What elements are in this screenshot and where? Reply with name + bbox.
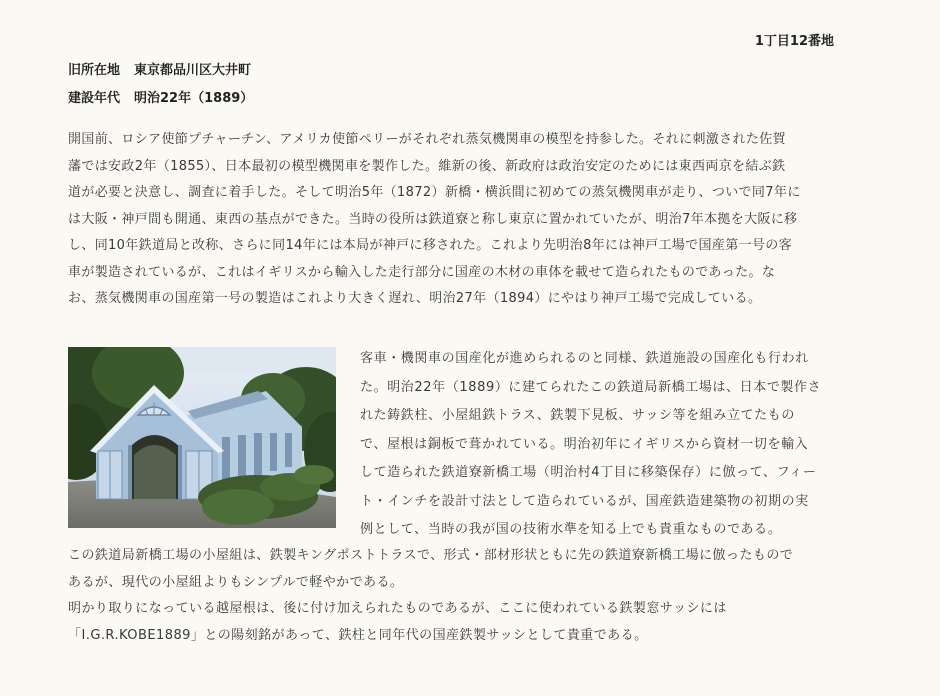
former-location-label: 旧所在地 xyxy=(68,63,121,78)
side-paragraph xyxy=(360,345,840,545)
side-line: で、屋根は銅板で葺かれている。明治初年にイギリスから資材一切を輸入 xyxy=(360,436,809,452)
construction-period xyxy=(68,87,253,106)
intro-line: 車が製造されているが、これはイギリスから輸入した走行部分に国産の木材の車体を載せて造られたものであった。な xyxy=(68,264,776,280)
outro-line: 明かり取りになっている越屋根は、後に付け加えられたものであるが、ここに使われている鉄製窓サッシには xyxy=(68,601,727,616)
intro-line: は大阪・神戸間も開通、東西の基点ができた。当時の役所は鉄道寮と称し東京に置かれていたが、明治7年本拠を大阪に移 xyxy=(68,211,798,227)
side-line: 客車・機関車の国産化が進められるのと同様、鉄道施設の国産化も行われ xyxy=(360,351,809,366)
intro-line: し、同10年鉄道局と改称、さらに同14年には本局が神戸に移された。これより先明治8年には神戸工場で国産第一号の客 xyxy=(68,238,792,253)
outro-line: あるが、現代の小屋組よりもシンプルで軽やかである。 xyxy=(68,574,404,590)
side-line: 例として、当時の我が国の技術水準を知る上でも貴重なものである。 xyxy=(360,522,782,537)
side-line: た。明治22年（1889）に建てられたこの鉄道局新橋工場は、日本で製作さ xyxy=(360,379,822,395)
intro-line: 道が必要と決意し、調査に着手した。そして明治5年（1872）新橋・横浜間に初めての蒸気機関車が走り、ついで同7年に xyxy=(68,185,801,200)
intro-line: お、蒸気機関車の国産第一号の製造はこれより大きく遅れ、明治27年（1894）にやはり神戸工場で完成している。 xyxy=(68,291,762,306)
intro-paragraph xyxy=(68,127,838,313)
factory-building-photo xyxy=(68,347,336,528)
side-line: ト・インチを設計寸法として造られているが、国産鉄造建築物の初期の実 xyxy=(360,493,809,509)
outro-line: 「I.G.R.KOBE1889」との陽刻銘があって、鉄柱と同年代の国産鉄製サッシとして貴重である。 xyxy=(68,627,648,643)
former-location-value: 東京都品川区大井町 xyxy=(134,63,252,78)
outro-paragraph xyxy=(68,543,858,649)
side-line: して造られた鉄道寮新橋工場（明治村4丁目に移築保存）に倣って、フィー xyxy=(360,465,817,480)
address-chome: 1丁目12番地 xyxy=(754,34,834,49)
intro-line: 開国前、ロシア使節プチャーチン、アメリカ使節ペリーがそれぞれ蒸気機関車の模型を持参した。それに刺激された佐賀 xyxy=(68,132,786,147)
former-location xyxy=(68,59,251,78)
intro-line: 藩では安政2年（1855）、日本最初の模型機関車を製作した。維新の後、新政府は政治安定のためには東西両京を結ぶ鉄 xyxy=(68,158,786,174)
outro-line: この鉄道局新橋工場の小屋組は、鉄製キングポストトラスで、形式・部材形状ともに先の鉄道寮新橋工場に倣ったもので xyxy=(68,548,794,563)
side-line: れた鋳鉄柱、小屋組鉄トラス、鉄製下見板、サッシ等を組み立てたもの xyxy=(360,408,795,423)
construction-period-label: 建設年代 xyxy=(68,91,121,106)
construction-period-value: 明治22年（1889） xyxy=(134,91,254,106)
